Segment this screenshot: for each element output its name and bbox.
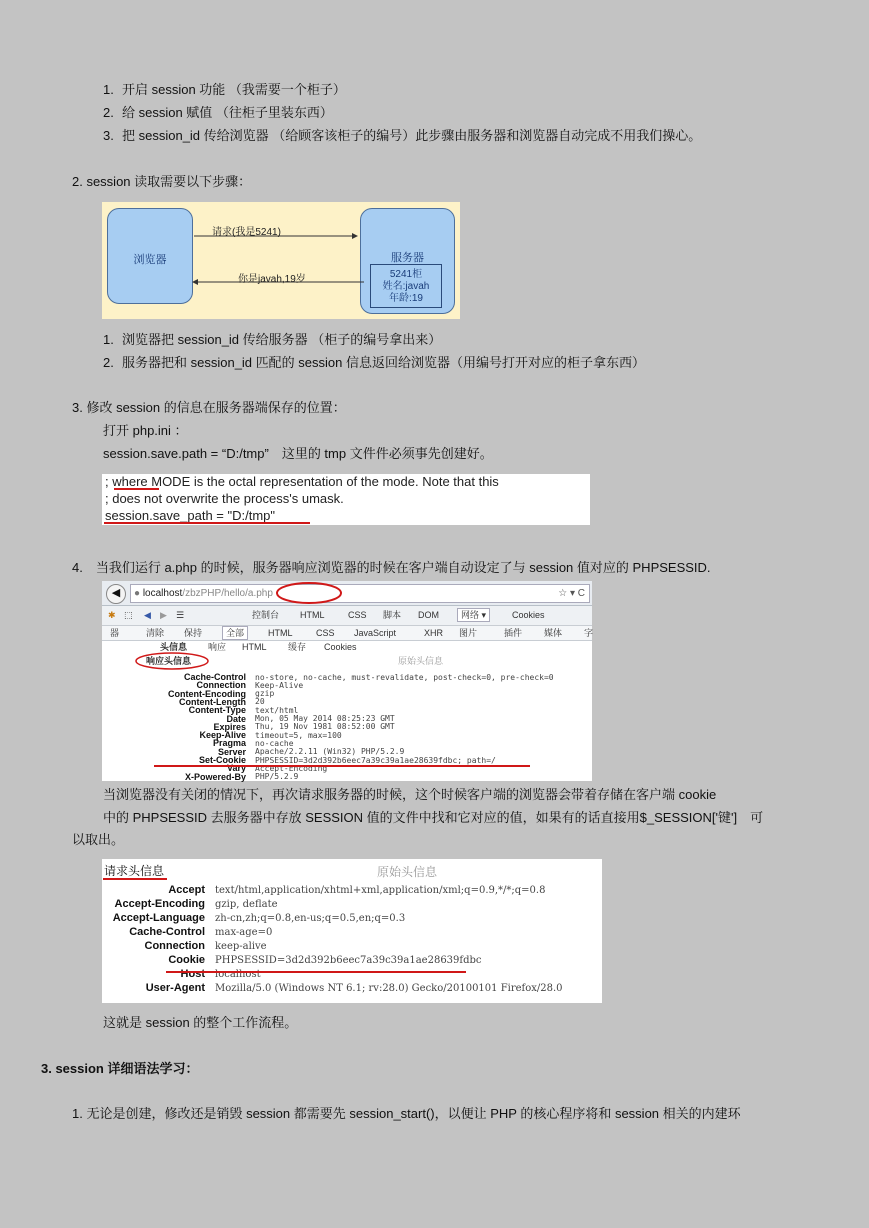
raw-headers-link: 原始头信息	[377, 865, 438, 879]
detail-tab-html[interactable]: HTML	[242, 642, 267, 652]
tab-network[interactable]: 网络 ▾	[457, 608, 490, 622]
prev-icon[interactable]: ◀	[144, 610, 151, 620]
url-path: /zbzPHP/hello/a.php	[182, 588, 273, 599]
cabinet-line: 年龄:19	[389, 293, 423, 304]
filter-images[interactable]: 图片	[459, 628, 478, 638]
request-header-value: zh-cn,zh;q=0.8,en-us;q=0.5,en;q=0.3	[215, 913, 406, 924]
url-host: localhost	[142, 588, 183, 599]
save-path-text: session.save.path = “D:/tmp” 这里的 tmp 文件件必须事先创建好。	[103, 446, 493, 461]
request-header-value: keep-alive	[215, 941, 267, 952]
request-header-value: gzip, deflate	[215, 899, 278, 910]
step-number: 2.	[103, 105, 114, 120]
step-number: 1.	[103, 82, 114, 97]
request-header-value: text/html,application/xhtml+xml,application/xml;q=0.9,*/*;q=0.8	[215, 885, 546, 896]
response-header-value: Mon, 05 May 2014 08:25:23 GMT	[255, 714, 395, 723]
response-header-name: Pragma	[212, 738, 246, 749]
filter-plugins[interactable]: 插件	[504, 628, 523, 638]
response-header-name: Vary	[226, 763, 246, 774]
section1-step-1: 开启 session 功能 （我需要一个柜子）	[122, 82, 346, 97]
response-label: 你是javah,19岁	[238, 274, 306, 285]
filter-js[interactable]: JavaScript	[354, 628, 397, 638]
section1-step-2: 给 session 赋值 （往柜子里装东西）	[122, 105, 333, 120]
tab-console[interactable]: 控制台	[252, 610, 280, 620]
firebug-icon[interactable]: ✱	[108, 610, 116, 620]
back-arrow-icon[interactable]: ◀	[106, 584, 126, 604]
ini-line: session.save_path = "D:/tmp"	[105, 508, 276, 523]
response-header-name: Set-Cookie	[198, 755, 246, 765]
request-header-name: Connection	[144, 940, 205, 952]
response-header-value: 20	[255, 697, 265, 707]
next-icon[interactable]: ▶	[160, 610, 167, 620]
tab-cookies[interactable]: Cookies	[512, 610, 545, 620]
filter-persist[interactable]: 保持	[184, 628, 203, 638]
request-headers-screenshot	[102, 859, 602, 1003]
section1-step-3: 把 session_id 传给浏览器 （给顾客该柜子的编号）此步骤由服务器和浏览器自动完成不用我们操心。	[122, 128, 702, 143]
response-header-name: Connection	[196, 680, 246, 691]
filter-all[interactable]: 全部	[222, 626, 248, 640]
response-header-name: Content-Type	[188, 705, 246, 716]
tab-script[interactable]: 脚本	[383, 610, 402, 620]
response-arrowhead	[192, 279, 198, 285]
response-header-name: Expires	[213, 721, 246, 732]
underline-save-path	[104, 522, 310, 524]
request-header-name: Accept	[168, 884, 205, 896]
section-title-circle	[136, 653, 208, 669]
detail-tab-cache[interactable]: 缓存	[288, 642, 307, 652]
url-circle	[277, 583, 341, 603]
reload-icon[interactable]: ☆ ▾ C	[558, 588, 585, 599]
filter-font[interactable]: 字	[584, 628, 594, 638]
syntax-item-1: 1. 无论是创建，修改还是销毁 session 都需要先 session_start()，以便让 PHP 的核心程序将和 session 相关的内建环	[72, 1106, 741, 1121]
underline-where	[114, 488, 159, 490]
response-header-value: PHP/5.2.9	[255, 772, 299, 782]
cabinet-line: 5241柜	[389, 269, 423, 280]
request-header-value: PHPSESSID=3d2d392b6eec7a39c39a1ae28639fdbc	[215, 955, 482, 966]
firebug-screenshot	[102, 581, 592, 781]
browser-label: 浏览器	[133, 254, 167, 266]
section2-step-2: 服务器把和 session_id 匹配的 session 信息返回给浏览器（用编号打开对应的柜子拿东西）	[122, 355, 645, 370]
response-header-value: PHPSESSID=3d2d392b6eec7a39c39a1ae28639fdbc; path=/	[255, 755, 496, 765]
raw-headers-link[interactable]: 原始头信息	[398, 656, 444, 666]
response-header-name: Content-Length	[179, 696, 246, 707]
request-header-name: Cookie	[168, 954, 205, 966]
request-header-value: Mozilla/5.0 (Windows NT 6.1; rv:28.0) Gecko/20100101 Firefox/28.0	[215, 983, 563, 994]
response-header-name: Server	[217, 746, 246, 757]
paragraph-line-1: 当浏览器没有关闭的情况下，再次请求服务器的时候，这个时候客户端的浏览器会带着存储在客户端 cookie	[103, 787, 717, 802]
tab-html[interactable]: HTML	[300, 610, 325, 620]
request-header-name: Host	[180, 968, 205, 980]
section2-step-1: 浏览器把 session_id 传给服务器 （柜子的编号拿出来）	[122, 332, 442, 347]
detail-tab-response[interactable]: 响应	[208, 642, 227, 652]
section4-text: 4. 当我们运行 a.php 的时候，服务器响应浏览器的时候在客户端自动设定了与 session 值对应的 PHPSESSID.	[72, 560, 711, 575]
request-header-name: Accept-Encoding	[114, 898, 205, 910]
response-header-value: text/html	[255, 705, 299, 715]
cabinet-line: 姓名:javah	[382, 281, 430, 292]
ini-line: ; where MODE is the octal representation of the mode. Note that this	[105, 474, 499, 489]
server-label: 服务器	[391, 252, 424, 264]
response-header-value: no-store, no-cache, must-revalidate, post-check=0, pre-check=0	[255, 672, 554, 682]
response-header-value: Keep-Alive	[255, 680, 304, 690]
filter-html[interactable]: HTML	[268, 628, 293, 638]
step-number: 3.	[103, 128, 114, 143]
response-headers-title[interactable]: 响应头信息	[146, 656, 192, 666]
cookie-underline	[166, 971, 466, 973]
menu-icon[interactable]: ☰	[176, 610, 185, 620]
firebug-annotations	[102, 581, 592, 781]
request-label: 请求(我是5241)	[212, 227, 281, 238]
filter-first[interactable]: 器	[110, 628, 120, 638]
request-header-value: localhost	[215, 969, 261, 980]
response-header-value: Apache/2.2.11 (Win32) PHP/5.2.9	[255, 747, 405, 757]
response-header-name: Date	[226, 713, 246, 724]
request-header-name: User-Agent	[145, 982, 205, 994]
step-number: 2.	[103, 355, 114, 370]
tab-css[interactable]: CSS	[348, 610, 367, 620]
request-header-name: Accept-Language	[112, 912, 205, 924]
ini-snippet	[102, 474, 590, 525]
step-number: 1.	[103, 332, 114, 347]
workflow-note: 这就是 session 的整个工作流程。	[103, 1015, 298, 1030]
ini-line: ; does not overwrite the process's umask.	[105, 491, 344, 506]
response-header-value: timeout=5, max=100	[255, 730, 342, 740]
response-header-value: Accept-Encoding	[255, 763, 328, 773]
response-header-value: no-cache	[255, 738, 294, 748]
detail-tab-cookies[interactable]: Cookies	[324, 642, 357, 652]
globe-icon: ●	[134, 588, 141, 599]
diagram-arrows	[102, 202, 460, 319]
paragraph-line-2: 中的 PHPSESSID 去服务器中存放 SESSION 值的文件中找和它对应的值，如果有的话直接用$_SESSION['键'] 可	[103, 810, 764, 825]
request-title-underline	[103, 878, 167, 880]
syntax-heading: 3. session 详细语法学习：	[41, 1061, 199, 1076]
filter-css[interactable]: CSS	[316, 628, 335, 638]
open-ini-text: 打开 php.ini ：	[103, 423, 188, 438]
filter-media[interactable]: 媒体	[544, 628, 563, 638]
inspect-icon[interactable]: ⬚	[124, 610, 133, 620]
paragraph-line-3: 以取出。	[72, 832, 125, 847]
request-headers-title: 请求头信息	[104, 864, 165, 878]
detail-tab-headers[interactable]: 头信息	[160, 642, 188, 652]
section2-heading: 2. session 读取需要以下步骤：	[72, 174, 252, 189]
section3-heading: 3. 修改 session 的信息在服务器端保存的位置：	[72, 400, 346, 415]
response-header-name: Cache-Control	[183, 672, 246, 682]
response-header-name: Keep-Alive	[199, 730, 246, 741]
request-header-name: Cache-Control	[129, 926, 205, 938]
request-arrowhead	[352, 233, 358, 239]
filter-xhr[interactable]: XHR	[424, 628, 444, 638]
response-header-name: X-Powered-By	[184, 771, 246, 782]
response-header-value: Thu, 19 Nov 1981 08:52:00 GMT	[255, 722, 395, 732]
session-diagram	[102, 202, 460, 319]
request-header-value: max-age=0	[215, 927, 273, 938]
filter-clear[interactable]: 清除	[146, 628, 165, 638]
response-header-name: Content-Encoding	[168, 688, 246, 699]
response-header-value: gzip	[255, 689, 275, 699]
tab-dom[interactable]: DOM	[418, 610, 439, 620]
